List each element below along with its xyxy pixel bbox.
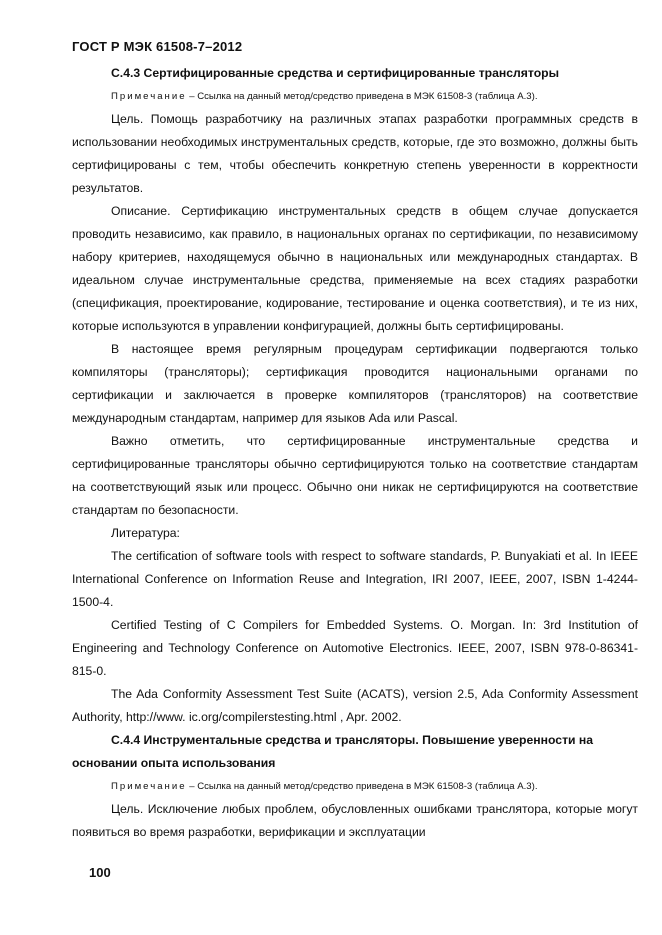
reference-item: The Ada Conformity Assessment Test Suite (ACATS), version 2.5, Ada Conformity Assessment Authority, http://www. ic.org/compilerstesting.html , Apr. 2002. bbox=[72, 687, 638, 724]
section-heading-c43: С.4.3 Сертифицированные средства и сертифицированные трансляторы bbox=[111, 66, 559, 80]
reference-item: Certified Testing of C Compilers for Embedded Systems. O. Morgan. In: 3rd Institution of Engineering and Technology Conference on Automotive Electronics. IEEE, 2007, ISBN 978-0-86341-815-0. bbox=[72, 618, 638, 678]
paragraph-goal: Цель. Помощь разработчику на различных этапах разработки программных средств в использовании необходимых инструментальных средств, которые, где это возможно, должны быть сертифицированы с тем, чтобы обеспечить конкретную степень уверенности в корректности результатов. bbox=[72, 112, 638, 195]
paragraph-description: Описание. Сертификацию инструментальных средств в общем случае допускается проводить независимо, как правило, в национальных органах по сертификации, по независимому набору критериев, находящемуся обычно в национальных или международных стандартах. В идеальном случае инструментальные средства, применяемые на всех стадиях разработки (спецификация, проектирование, кодирование, тестирование и оценка соответствия), и те из них, которые используются в управлении конфигурацией, должны быть сертифицированы. bbox=[72, 204, 638, 333]
section-note bbox=[72, 775, 638, 798]
page-content bbox=[72, 62, 638, 844]
note-label: Примечание bbox=[111, 91, 187, 102]
page-number: 100 bbox=[89, 865, 111, 880]
literature-label: Литература: bbox=[111, 526, 180, 540]
reference-item: The certification of software tools with respect to software standards, P. Bunyakiati et al. In IEEE International Conference on Information Reuse and Integration, IRI 2007, IEEE, 2007, ISBN 1-4244-1500-4. bbox=[72, 549, 638, 609]
paragraph-important: Важно отметить, что сертифицированные инструментальные средства и сертифицированные трансляторы обычно сертифицируются только на соответствие стандартам на соответствующий язык или процесс. Обычно они никак не сертифицируются на соответствие стандартам по безопасности. bbox=[72, 434, 638, 517]
section-note bbox=[72, 85, 638, 108]
document-header: ГОСТ Р МЭК 61508-7–2012 bbox=[72, 39, 243, 54]
paragraph-goal: Цель. Исключение любых проблем, обусловленных ошибками транслятора, которые могут появиться во время разработки, верификации и эксплуатации bbox=[72, 802, 638, 839]
note-text: – Ссылка на данный метод/средство приведена в МЭК 61508-3 (таблица А.3). bbox=[186, 91, 538, 102]
note-label: Примечание bbox=[111, 781, 187, 792]
section-heading-c44: С.4.4 Инструментальные средства и трансляторы. Повышение уверенности на основании опыта использования bbox=[72, 733, 594, 770]
paragraph-current-practice: В настоящее время регулярным процедурам сертификации подвергаются только компиляторы (трансляторы); сертификация проводится национальными органами по сертификации и заключается в проверке компиляторов (трансляторов) на соответствие международным стандартам, например для языков Ada или Pascal. bbox=[72, 342, 638, 425]
note-text: – Ссылка на данный метод/средство приведена в МЭК 61508-3 (таблица А.3). bbox=[186, 781, 538, 792]
